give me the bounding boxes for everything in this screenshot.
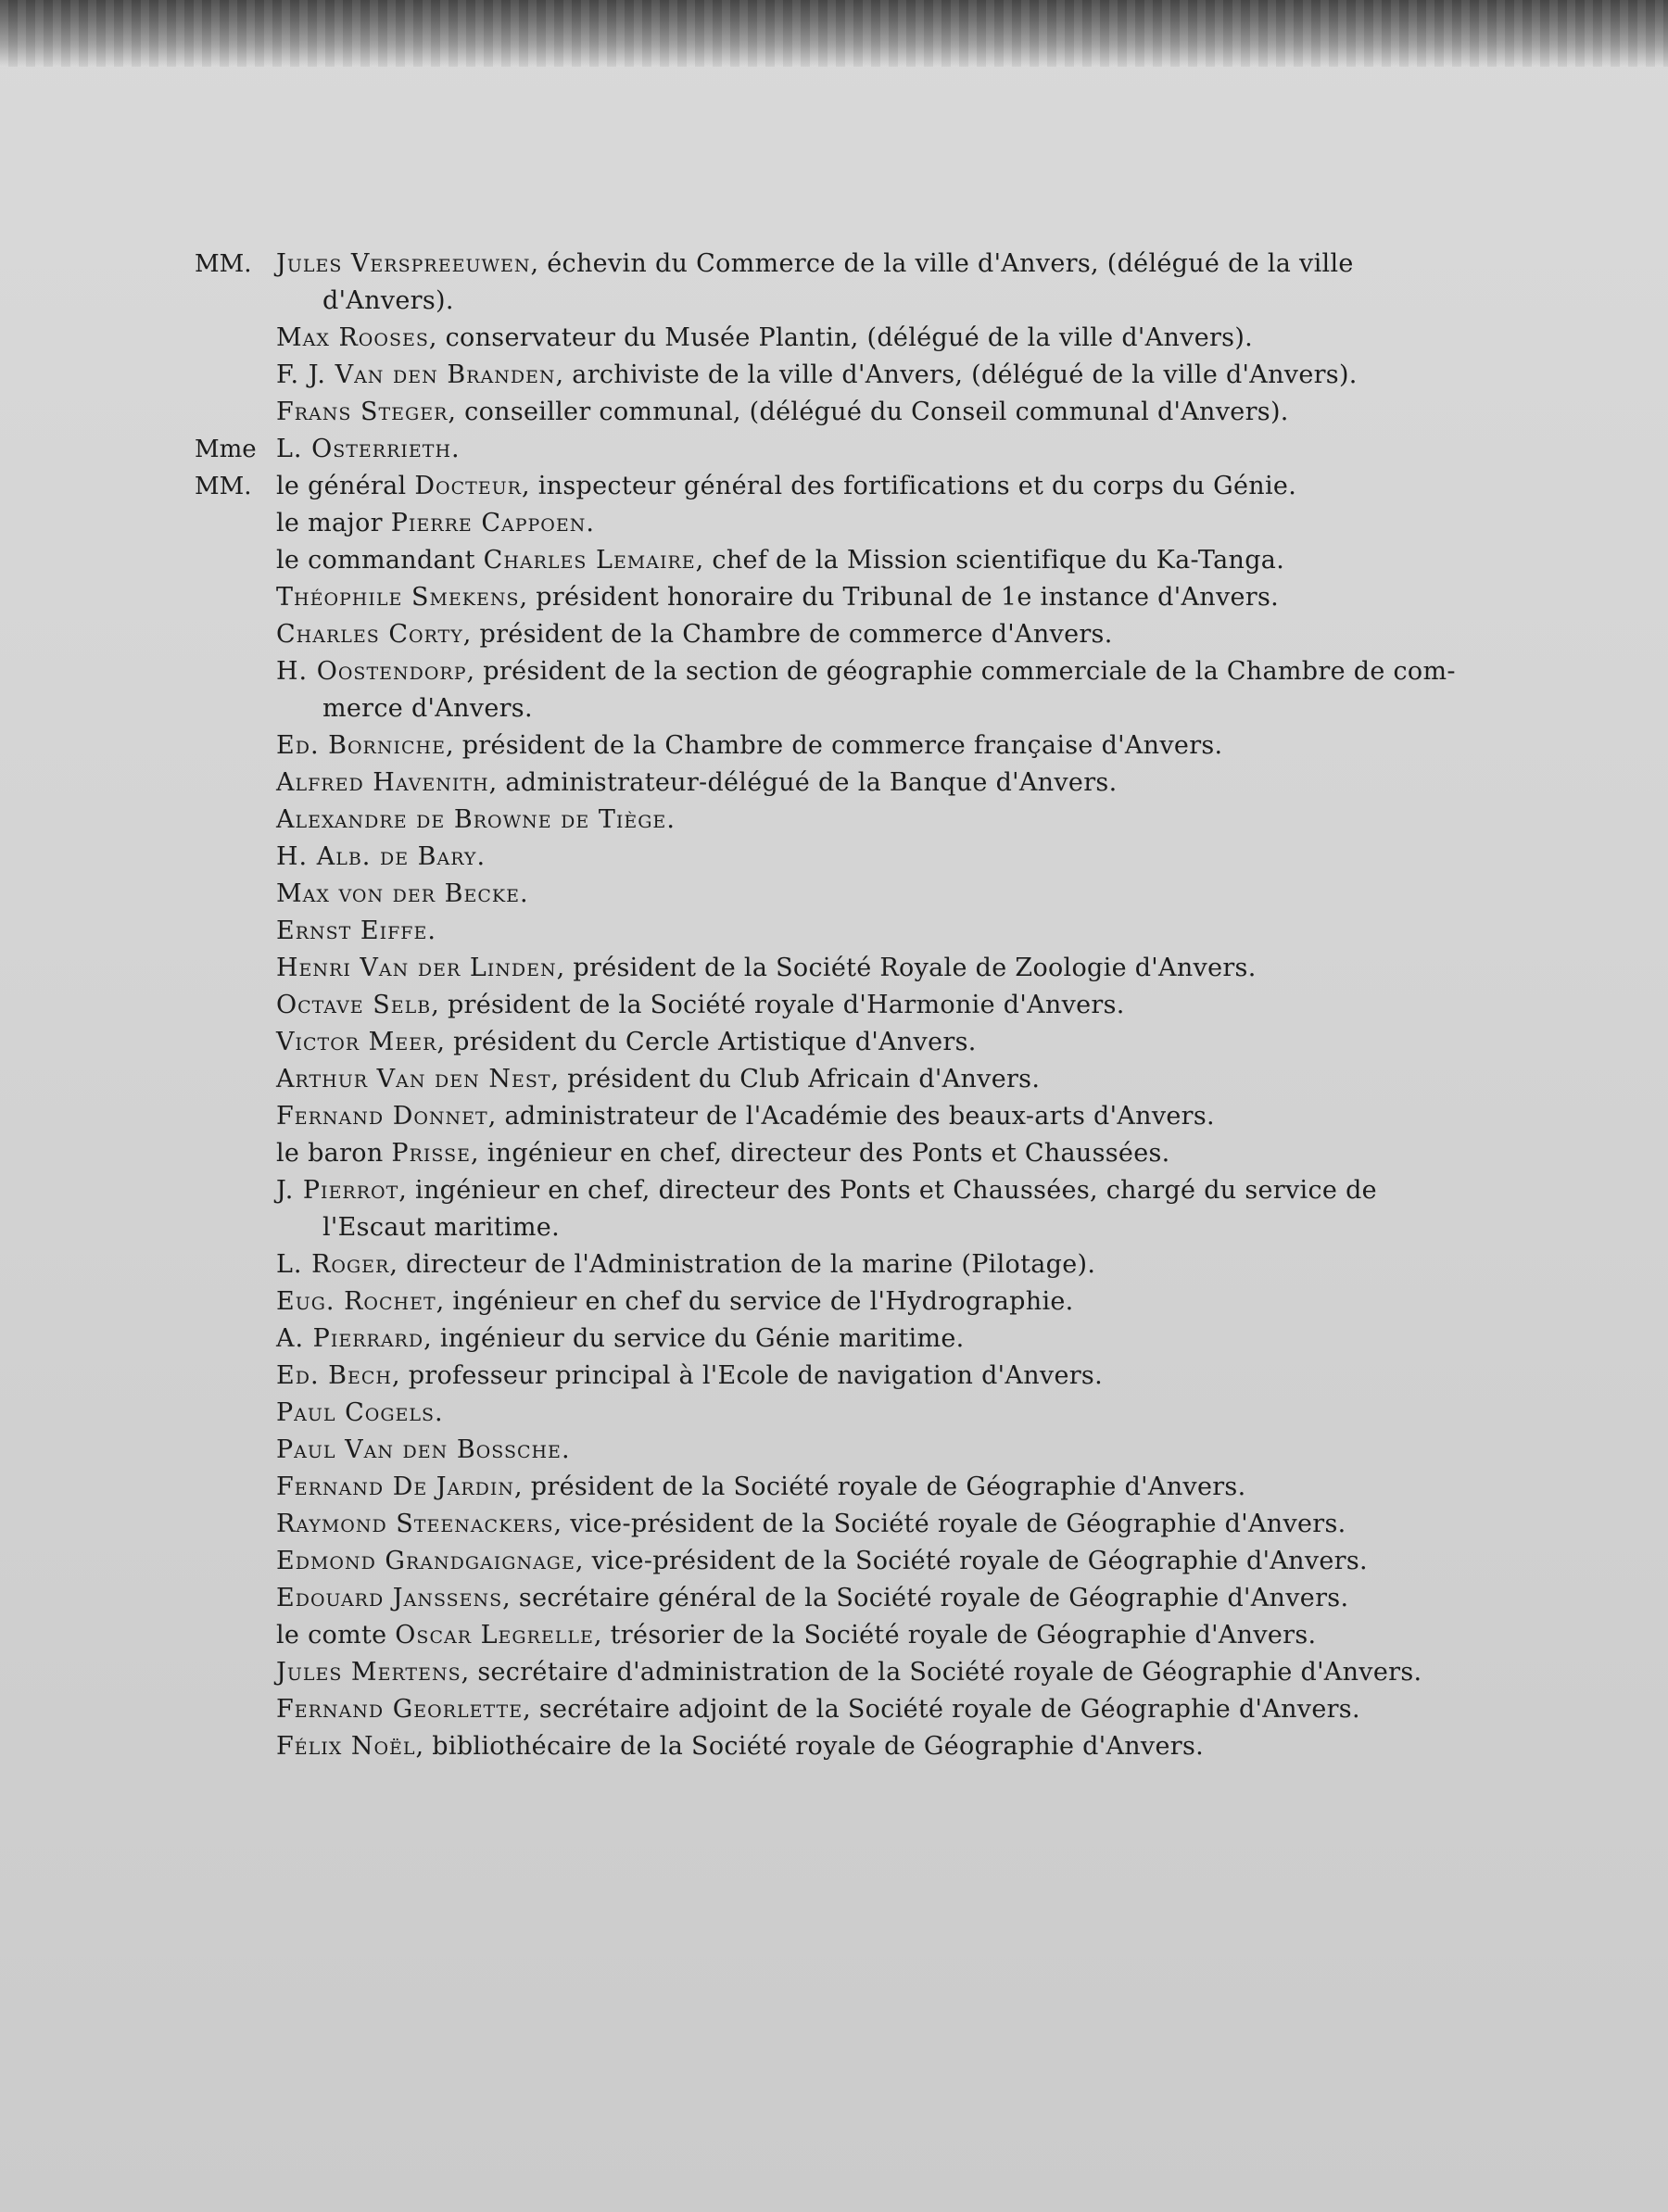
entry-description: merce d'Anvers. [322,694,533,723]
entry-description: , président de la Société Royale de Zoologie d'Anvers. [556,954,1257,982]
entry-prefix: Mme [195,436,257,463]
person-name: H. Alb. de Bary [276,842,477,871]
person-name: Prisse [391,1139,471,1168]
entry-title-prefix: le major [276,509,391,537]
entry-description: , ingénieur en chef, directeur des Ponts et Chaussées, chargé du service de [398,1176,1377,1205]
entry-description: , échevin du Commerce de la ville d'Anvers, (délégué de la ville [530,249,1354,278]
entry-description: , président de la Société royale d'Harmonie d'Anvers. [431,991,1125,1019]
entry-description: , président du Club Africain d'Anvers. [550,1065,1041,1093]
entry-description: . [476,842,486,871]
entry-description: , secrétaire général de la Société royale de Géographie d'Anvers. [502,1584,1349,1612]
entry-description: , chef de la Mission scientifique du Ka-Tanga. [695,546,1285,575]
entry-description: , bibliothécaire de la Société royale de Géographie d'Anvers. [415,1732,1205,1761]
entry-title-prefix: le général [276,472,415,500]
entry-description: , président honoraire du Tribunal de 1e instance d'Anvers. [519,583,1280,612]
entry-description: , administrateur-délégué de la Banque d'Anvers. [488,768,1118,797]
person-name: Théophile Smekens [276,583,520,612]
entry-description: , ingénieur du service du Génie maritime. [423,1324,965,1353]
entry-description: , conservateur du Musée Plantin, (délégué de la ville d'Anvers). [428,323,1254,352]
entry-prefix: MM. [195,473,252,500]
entry-title-prefix: le commandant [276,546,484,575]
person-name: Alfred Havenith [276,768,489,797]
entry-description: , vice-président de la Société royale de Géographie d'Anvers. [575,1547,1368,1575]
person-name: A. Pierrard [276,1324,424,1353]
person-name: Félix Noël [276,1732,416,1761]
person-name: Charles Corty [276,620,463,649]
entry-description: , président de la Chambre de commerce française d'Anvers. [445,731,1223,760]
person-name: L. Roger [276,1250,390,1279]
entry-title-prefix: le comte [276,1621,396,1650]
entry-description: , conseiller communal, (délégué du Conseil communal d'Anvers). [448,398,1289,426]
person-name: Max von der Becke [276,879,520,908]
entry-description: , président de la Société royale de Géographie d'Anvers. [514,1473,1246,1501]
entry-description: , archiviste de la ville d'Anvers, (délégué de la ville d'Anvers). [555,360,1358,389]
entry-description: , directeur de l'Administration de la marine (Pilotage). [389,1250,1096,1279]
person-name: Victor Meer [276,1028,437,1056]
entry-description: , trésorier de la Société royale de Géographie d'Anvers. [593,1621,1317,1650]
entry-line [276,1725,1204,1768]
list-item [0,1725,1668,1768]
entry-description: , inspecteur général des fortifications et du corps du Génie. [521,472,1297,500]
entry-description: , président du Cercle Artistique d'Anvers. [436,1028,977,1056]
entry-description: d'Anvers). [322,286,454,315]
entry-description: , président de la Chambre de commerce d'Anvers. [462,620,1113,649]
person-name: J. Pierrot [276,1176,399,1205]
entry-description: . [451,435,460,463]
entry-description: , ingénieur en chef, directeur des Ponts et Chaussées. [470,1139,1170,1168]
person-name: Ed. Borniche [276,731,446,760]
person-name: H. Oostendorp [276,657,467,686]
person-name: Henri Van der Linden [276,954,557,982]
person-name: Paul Cogels [276,1398,436,1427]
entry-description: , administrateur de l'Académie des beaux-arts d'Anvers. [487,1102,1215,1131]
entry-description: . [666,805,676,834]
person-name: F. J. Van den Branden [276,360,556,389]
entry-description: . [586,509,595,537]
person-name: Paul Van den Bossche [276,1435,562,1464]
entry-description: , secrétaire d'administration de la Société royale de Géographie d'Anvers. [461,1658,1422,1687]
person-name: Fernand Georlette [276,1695,524,1724]
person-name: Jules Verspreeuwen [276,249,531,278]
person-name: Octave Selb [276,991,432,1019]
person-name: Ed. Bech [276,1361,392,1390]
entry-description: , vice-président de la Société royale de Géographie d'Anvers. [553,1510,1346,1538]
person-name: L. Osterrieth [276,435,452,463]
person-name: Frans Steger [276,398,449,426]
person-name: Raymond Steenackers [276,1510,554,1538]
entry-description: . [435,1398,443,1427]
person-name: Oscar Legrelle [395,1621,594,1650]
person-name: Fernand Donnet [276,1102,488,1131]
entry-description: , ingénieur en chef du service de l'Hydrographie. [436,1287,1074,1316]
person-name: Pierre Cappoen [390,509,587,537]
entry-description: . [427,916,436,945]
person-name: Fernand De Jardin [276,1473,515,1501]
entry-title-prefix: le baron [276,1139,392,1168]
person-name: Edmond Grandgaignage [276,1547,575,1575]
entry-description: l'Escaut maritime. [322,1213,560,1242]
person-name: Docteur [414,472,522,500]
person-name: Jules Mertens [276,1658,461,1687]
person-name: Eug. Rochet [276,1287,436,1316]
person-name: Arthur Van den Nest [276,1065,551,1093]
entry-prefix: MM. [195,250,252,278]
entry-description: . [519,879,528,908]
entry-description: , secrétaire adjoint de la Société royale de Géographie d'Anvers. [523,1695,1360,1724]
entry-description: , président de la section de géographie commerciale de la Chambre de com- [466,657,1456,686]
entry-description: , professeur principal à l'Ecole de navigation d'Anvers. [391,1361,1103,1390]
entry-description: . [561,1435,570,1464]
person-name: Alexandre de Browne de Tiège [276,805,667,834]
person-name: Max Rooses [276,323,429,352]
person-name: Charles Lemaire [483,546,696,575]
person-name: Edouard Janssens [276,1584,503,1612]
person-name: Ernst Eiffe [276,916,428,945]
